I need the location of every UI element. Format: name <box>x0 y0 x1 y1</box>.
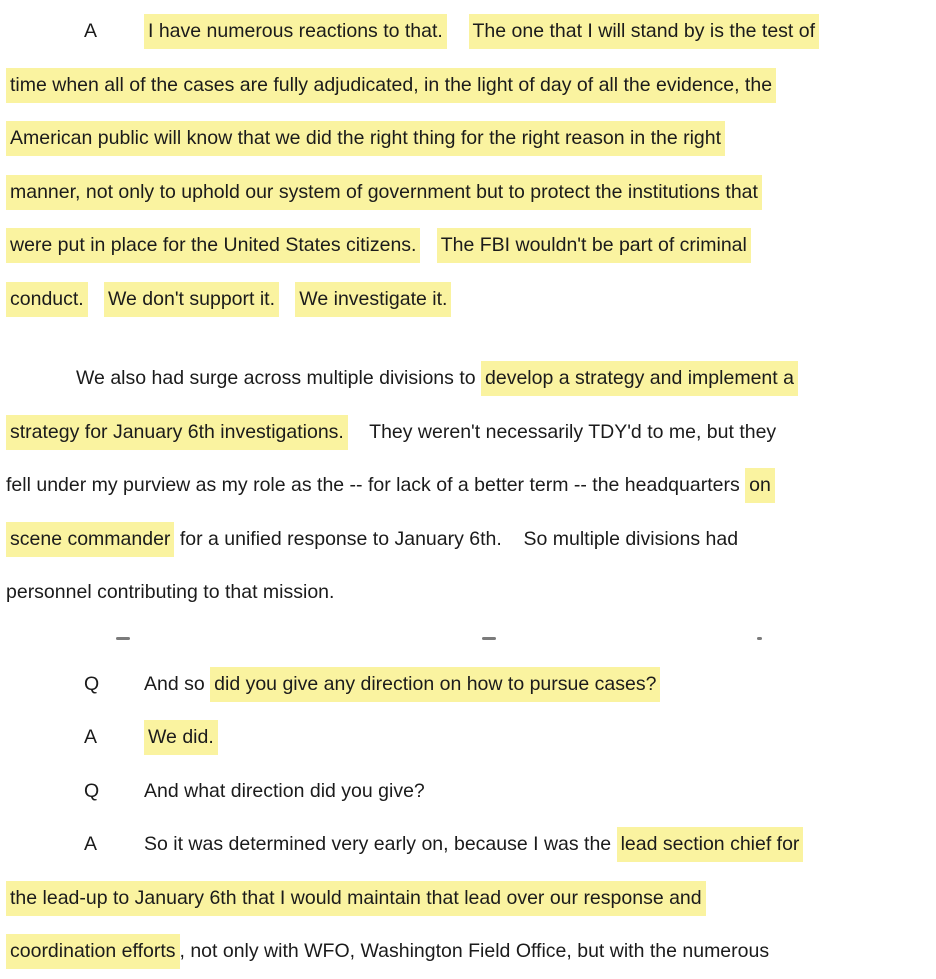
highlighted-text: develop a strategy and implement a <box>481 361 798 396</box>
highlighted-text: The FBI wouldn't be part of criminal <box>437 228 751 263</box>
transcript-line-a <box>0 5 936 59</box>
highlighted-text: time when all of the cases are fully adjudicated, in the light of day of all the evidence, the <box>6 68 776 103</box>
transcript-line <box>0 352 936 406</box>
speaker-marker: Q <box>84 779 100 802</box>
transcript-line <box>0 513 936 567</box>
highlighted-text: were put in place for the United States citizens. <box>6 228 420 263</box>
plain-text: They weren't necessarily TDY'd to me, but they <box>347 420 777 443</box>
transcript-line <box>0 219 936 273</box>
plain-text: And so <box>144 672 211 695</box>
transcript-line <box>0 459 936 513</box>
plain-text <box>279 282 295 317</box>
text-remnant-mark <box>757 637 762 640</box>
transcript-line <box>0 112 936 166</box>
transcript-line <box>0 406 936 460</box>
highlighted-text: The one that I will stand by is the test of <box>469 14 820 49</box>
highlighted-text: did you give any direction on how to pursue cases? <box>210 667 660 702</box>
plain-text: We also had surge across multiple divisions to <box>76 367 481 390</box>
text-remnant-mark <box>482 637 496 640</box>
transcript-line <box>0 872 936 926</box>
transcript-line <box>0 59 936 113</box>
plain-text: , not only with WFO, Washington Field Office, but with the numerous <box>179 940 770 963</box>
transcript-line-a <box>0 818 936 872</box>
transcript-line <box>0 566 936 620</box>
plain-text: personnel contributing to that mission. <box>6 581 335 604</box>
plain-text: And what direction did you give? <box>144 779 425 802</box>
highlighted-text: We investigate it. <box>295 282 451 317</box>
plain-text <box>420 228 436 263</box>
plain-text <box>447 14 469 49</box>
transcript-line-q <box>0 765 936 819</box>
plain-text: So it was determined very early on, because I was the <box>144 833 617 856</box>
highlighted-text: American public will know that we did the right thing for the right reason in the right <box>6 121 725 156</box>
plain-text: for a unified response to January 6th. So multiple divisions had <box>174 527 739 550</box>
transcript-line <box>0 925 936 979</box>
highlighted-text: coordination efforts <box>6 934 180 969</box>
speaker-marker: A <box>84 726 98 749</box>
highlighted-text: We did. <box>144 720 218 755</box>
transcript-line <box>0 166 936 220</box>
speaker-marker: Q <box>84 672 100 695</box>
transcript-line <box>0 273 936 327</box>
transcript-line-a <box>0 711 936 765</box>
highlighted-text: lead section chief for <box>617 827 804 862</box>
plain-text: fell under my purview as my role as the -- for lack of a better term -- the headquarters <box>6 474 746 497</box>
highlighted-text: on <box>745 468 775 503</box>
highlighted-text: scene commander <box>6 522 174 557</box>
highlighted-text: manner, not only to uphold our system of government but to protect the institutions that <box>6 175 762 210</box>
speaker-marker: A <box>84 833 98 856</box>
highlighted-text: We don't support it. <box>104 282 279 317</box>
transcript-line-q <box>0 658 936 712</box>
speaker-marker: A <box>84 20 98 43</box>
highlighted-text: the lead-up to January 6th that I would maintain that lead over our response and <box>6 881 706 916</box>
highlighted-text: conduct. <box>6 282 88 317</box>
text-remnant-mark <box>116 637 130 640</box>
highlighted-text: strategy for January 6th investigations. <box>6 415 348 450</box>
cropped-text-remnant-row <box>0 620 936 658</box>
plain-text <box>88 282 104 317</box>
highlighted-text: I have numerous reactions to that. <box>144 14 447 49</box>
